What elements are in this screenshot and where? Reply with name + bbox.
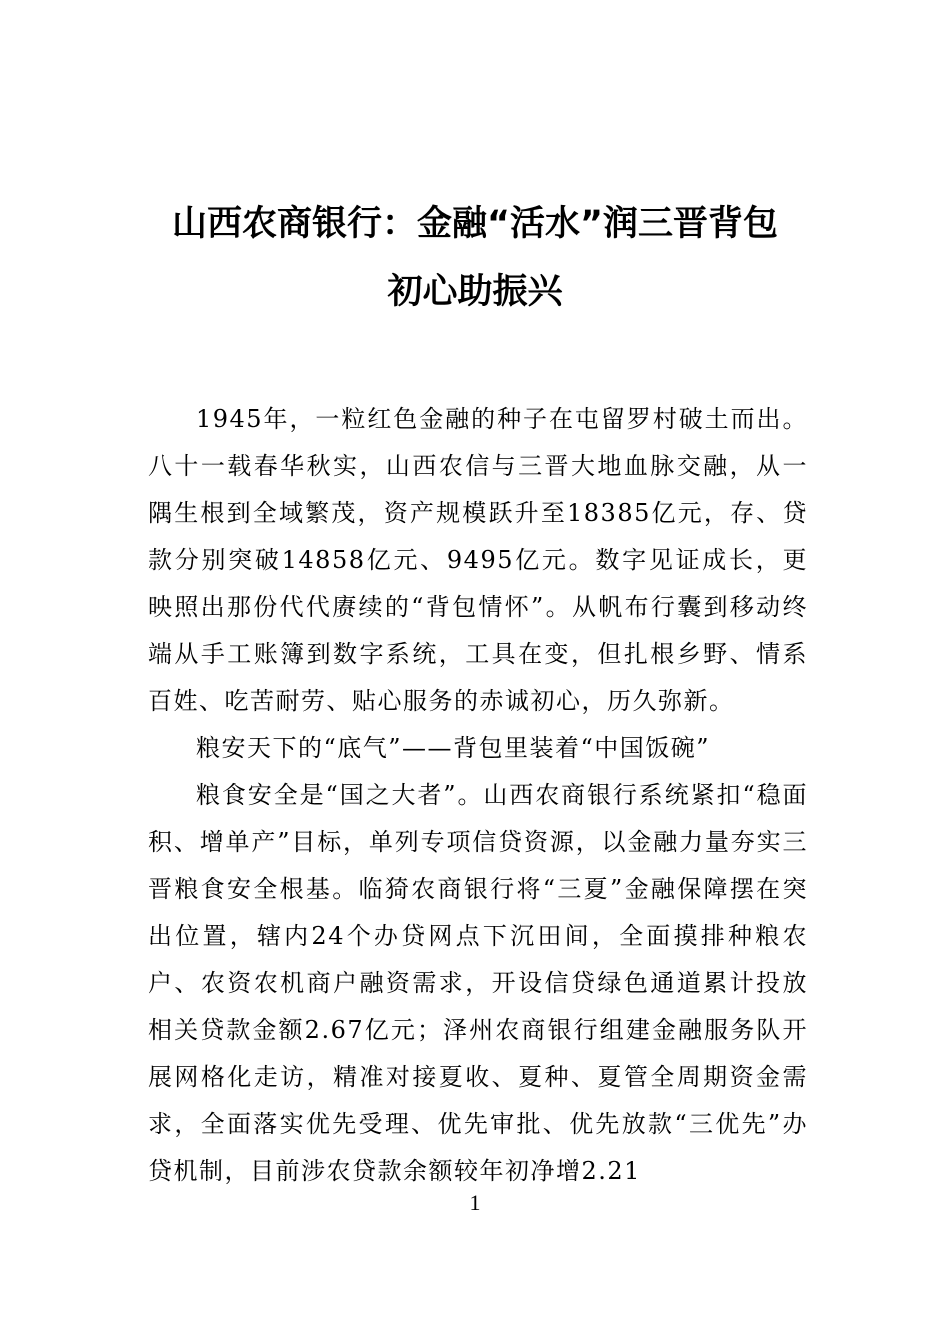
- page-number: 1: [469, 1190, 481, 1215]
- paragraph-grain-security: 粮食安全是“国之大者”。山西农商银行系统紧扣“稳面积、增单产”目标，单列专项信贷资源，以金融力量夯实三晋粮食安全根基。临猗农商银行将“三夏”金融保障摆在突出位置，辖内24个办贷网点下沉田间，全面摸排种粮农户、农资农机商户融资需求，开设信贷绿色通道累计投放相关贷款金额2.67亿元；泽州农商银行组建金融服务队开展网格化走访，精准对接夏收、夏种、夏管全周期资金需求，全面落实优先受理、优先审批、优先放款“三优先”办贷机制，目前涉农贷款余额较年初净增2.21: [148, 781, 808, 1185]
- document-title: [120, 190, 830, 326]
- paragraph-intro: 1945年，一粒红色金融的种子在屯留罗村破土而出。八十一载春华秋实，山西农信与三晋大地血脉交融，从一隅生根到全域繁茂，资产规模跃升至18385亿元，存、贷款分别突破14858亿元、9495亿元。数字见证成长，更映照出那份代代赓续的“背包情怀”。从帆布行囊到移动终端从手工账簿到数字系统，工具在变，但扎根乡野、情系百姓、吃苦耐劳、贴心服务的赤诚初心，历久弥新。: [148, 405, 808, 715]
- section-heading: 粮安天下的“底气”——背包里装着“中国饭碗”: [196, 734, 711, 762]
- document-body: [148, 396, 808, 1195]
- title-line-2: 初心助振兴: [387, 272, 563, 312]
- title-line-1: 山西农商银行：金融“活水”润三晋背包: [171, 204, 778, 244]
